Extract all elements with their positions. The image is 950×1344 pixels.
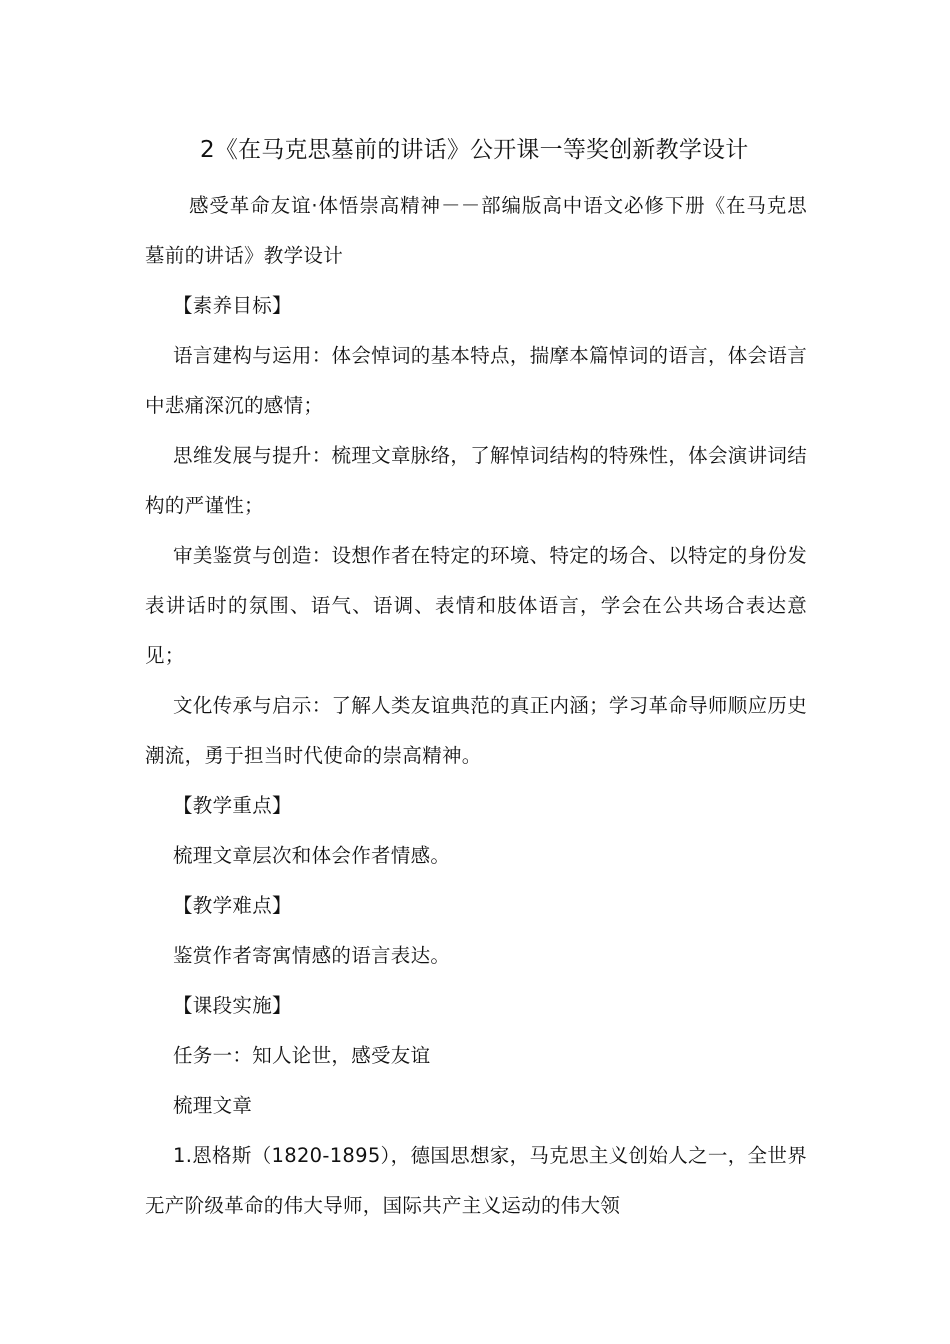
goal-culture: 文化传承与启示：了解人类友谊典范的真正内涵；学习革命导师顺应历史潮流，勇于担当时代使命的崇高精神。: [145, 694, 807, 767]
difficulty-heading: 【教学难点】: [173, 894, 292, 917]
task-one: 任务一：知人论世，感受友谊: [173, 1044, 431, 1067]
document-subtitle: 感受革命友谊·体悟崇高精神－－部编版高中语文必修下册《在马克思墓前的讲话》教学设计: [145, 194, 807, 267]
difficulty-text: 鉴赏作者寄寓情感的语言表达。: [173, 944, 451, 967]
goals-heading: 【素养目标】: [173, 294, 292, 317]
document-page: [145, 131, 807, 1231]
document-title: 2《在马克思墓前的讲话》公开课一等奖创新教学设计: [200, 137, 749, 163]
key-points-text: 梳理文章层次和体会作者情感。: [173, 844, 451, 867]
sort-article-label: 梳理文章: [173, 1094, 253, 1117]
key-points-heading: 【教学重点】: [173, 794, 292, 817]
goal-language: 语言建构与运用：体会悼词的基本特点，揣摩本篇悼词的语言，体会语言中悲痛深沉的感情；: [145, 344, 807, 417]
item-engels: 1.恩格斯（1820-1895），德国思想家，马克思主义创始人之一，全世界无产阶级革命的伟大导师，国际共产主义运动的伟大领: [145, 1144, 807, 1217]
goal-thinking: 思维发展与提升：梳理文章脉络，了解悼词结构的特殊性，体会演讲词结构的严谨性；: [145, 444, 807, 517]
goal-aesthetic: 审美鉴赏与创造：设想作者在特定的环境、特定的场合、以特定的身份发表讲话时的氛围、语气、语调、表情和肢体语言，学会在公共场合表达意见；: [145, 544, 807, 667]
implementation-heading: 【课段实施】: [173, 994, 292, 1017]
